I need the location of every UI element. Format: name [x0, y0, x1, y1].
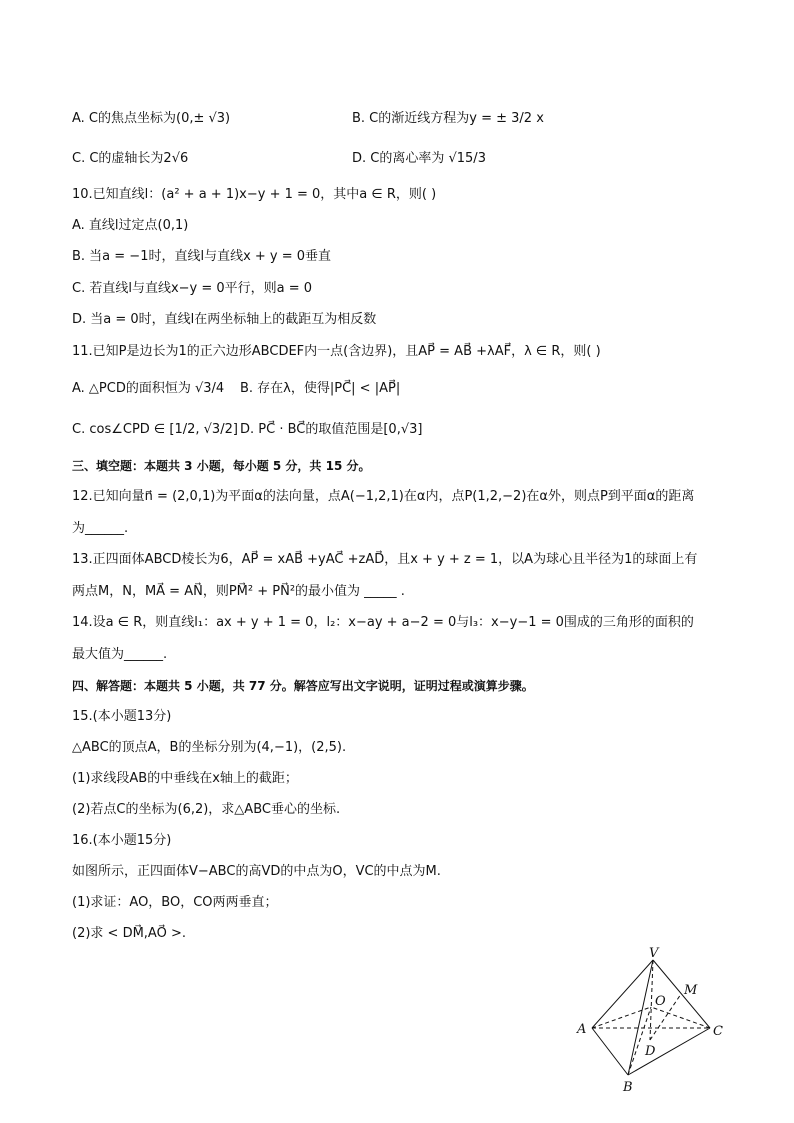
label-c: C — [713, 1024, 723, 1039]
label-b: B — [623, 1080, 633, 1095]
q10-stem: 10.已知直线l：(a² + a + 1)x−y + 1 = 0，其中a ∈ R，则( ) — [72, 187, 437, 202]
q11-option-d: D. PC⃗ · BC⃗的取值范围是[0,√3] — [240, 422, 423, 437]
label-v: V — [649, 946, 659, 961]
q12-line-2: 为______. — [72, 521, 129, 536]
q15-part-2: (2)若点C的坐标为(6,2)，求△ABC垂心的坐标. — [72, 802, 341, 817]
q11-stem: 11.已知P是边长为1的正六边形ABCDEF内一点(含边界)，且AP⃗ = AB⃗ +λAF⃗，λ ∈ R，则( ) — [72, 344, 601, 359]
q16-stem: 如图所示，正四面体V−ABC的高VD的中点为O，VC的中点为M. — [72, 864, 441, 879]
section-3-heading: 三、填空题：本题共 3 小题，每小题 5 分，共 15 分。 — [72, 459, 371, 473]
q9-option-c: C. C的虚轴长为2√6 — [72, 151, 189, 166]
q9-option-d: D. C的离心率为 √15/3 — [352, 151, 486, 166]
q16-part-1: (1)求证：AO，BO，CO两两垂直； — [72, 895, 278, 910]
q10-option-d: D. 当a = 0时，直线l在两坐标轴上的截距互为相反数 — [72, 312, 377, 327]
label-a: A — [577, 1022, 587, 1037]
edge-va — [592, 960, 653, 1028]
tetrahedron-figure — [570, 945, 740, 1095]
q10-option-b: B. 当a = −1时，直线l与直线x + y = 0垂直 — [72, 249, 332, 264]
q9-option-a: A. C的焦点坐标为(0,± √3) — [72, 111, 231, 126]
q9-option-b: B. C的渐近线方程为y = ± 3/2 x — [352, 111, 544, 126]
q11-option-c: C. cos∠CPD ∈ [1/2, √3/2] — [72, 422, 238, 437]
label-o: O — [655, 994, 666, 1009]
q10-option-c: C. 若直线l与直线x−y = 0平行，则a = 0 — [72, 281, 313, 296]
q15-stem: △ABC的顶点A，B的坐标分别为(4,−1)，(2,5). — [72, 740, 347, 755]
edge-ab — [592, 1028, 628, 1075]
q15-part-1: (1)求线段AB的中垂线在x轴上的截距； — [72, 771, 298, 786]
section-4-heading: 四、解答题：本题共 5 小题，共 77 分。解答应写出文字说明，证明过程或演算步骤。 — [72, 679, 534, 693]
q11-option-b: B. 存在λ，使得|PC⃗| < |AP⃗| — [240, 381, 401, 396]
edge-bc — [628, 1028, 710, 1075]
label-d: D — [645, 1044, 656, 1059]
q16-part-2: (2)求 < DM⃗,AO⃗ >. — [72, 926, 186, 941]
q13-line-1: 13.正四面体ABCD棱长为6，AP⃗ = xAB⃗ +yAC⃗ +zAD⃗，且x + y + z = 1，以A为球心且半径为1的球面上有 — [72, 552, 698, 567]
segment-bo-dashed — [628, 1007, 651, 1075]
q10-option-a: A. 直线l过定点(0,1) — [72, 218, 189, 233]
q15-heading: 15.(本小题13分) — [72, 709, 172, 724]
q12-line-1: 12.已知向量n⃗ = (2,0,1)为平面α的法向量，点A(−1,2,1)在α内，点P(1,2,−2)在α外，则点P到平面α的距离 — [72, 489, 695, 504]
q16-heading: 16.(本小题15分) — [72, 833, 172, 848]
q11-option-a: A. △PCD的面积恒为 √3/4 — [72, 381, 225, 396]
label-m: M — [684, 983, 698, 998]
q13-line-2: 两点M，N，MA⃗ = AN⃗，则PM⃗² + PN⃗²的最小值为 _____ . — [72, 584, 405, 599]
q14-line-2: 最大值为______. — [72, 647, 168, 662]
q14-line-1: 14.设a ∈ R，则直线l₁：ax + y + 1 = 0，l₂：x−ay + a−2 = 0与l₃：x−y−1 = 0围成的三角形的面积的 — [72, 615, 694, 630]
